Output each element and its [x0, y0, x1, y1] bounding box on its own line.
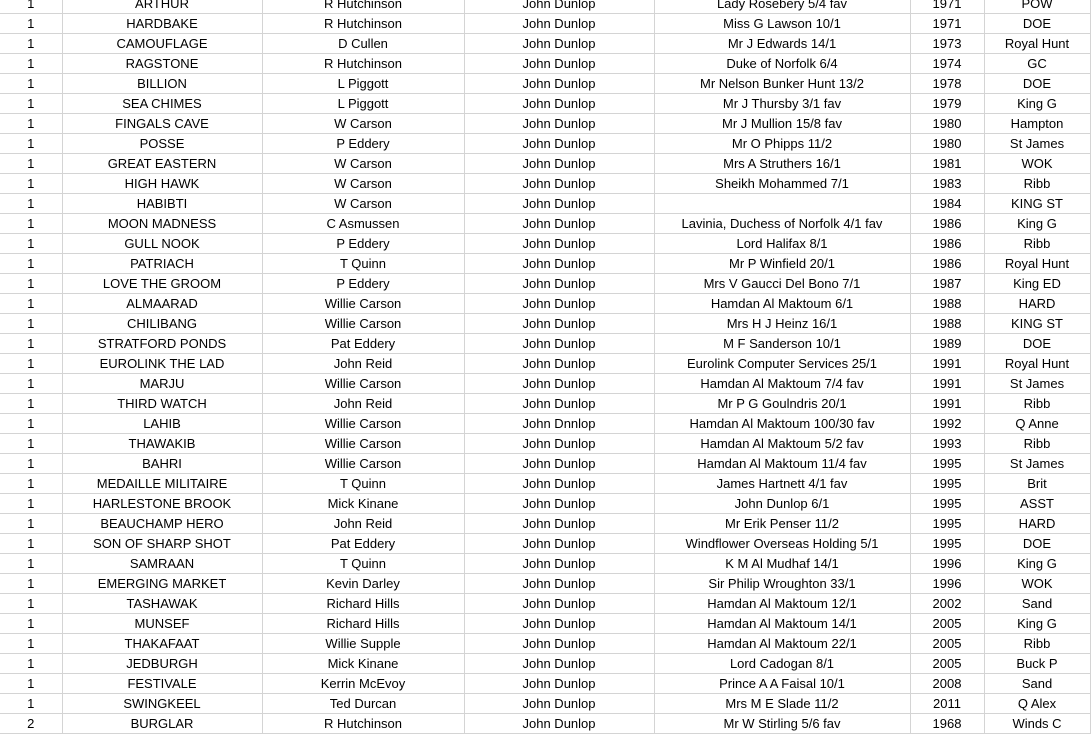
cell-trainer[interactable]: John Dunlop	[464, 394, 654, 414]
cell-position[interactable]: 1	[0, 0, 62, 14]
cell-trainer[interactable]: John Dunlop	[464, 154, 654, 174]
cell-race[interactable]: DOE	[984, 74, 1090, 94]
cell-owner-odds[interactable]: Hamdan Al Maktoum 12/1	[654, 594, 910, 614]
cell-race[interactable]: King G	[984, 94, 1090, 114]
cell-position[interactable]: 1	[0, 194, 62, 214]
cell-owner-odds[interactable]: Mrs M E Slade 11/2	[654, 694, 910, 714]
cell-race[interactable]: St James	[984, 454, 1090, 474]
cell-position[interactable]: 1	[0, 174, 62, 194]
cell-position[interactable]: 1	[0, 694, 62, 714]
table-row	[0, 314, 1090, 334]
cell-jockey[interactable]: R Hutchinson	[262, 14, 464, 34]
cell-trainer[interactable]: John Dunlop	[464, 634, 654, 654]
cell-jockey[interactable]: C Asmussen	[262, 214, 464, 234]
cell-race[interactable]: King G	[984, 214, 1090, 234]
table-row	[0, 494, 1090, 514]
cell-horse[interactable]: MEDAILLE MILITAIRE	[62, 474, 262, 494]
cell-horse[interactable]: MOON MADNESS	[62, 214, 262, 234]
cell-race[interactable]: Ribb	[984, 234, 1090, 254]
cell-year[interactable]: 1996	[910, 554, 984, 574]
cell-owner-odds[interactable]: Hamdan Al Maktoum 11/4 fav	[654, 454, 910, 474]
table-row	[0, 614, 1090, 634]
cell-year[interactable]: 1988	[910, 294, 984, 314]
cell-horse[interactable]: GULL NOOK	[62, 234, 262, 254]
cell-year[interactable]: 1996	[910, 574, 984, 594]
cell-race[interactable]: Sand	[984, 674, 1090, 694]
cell-race[interactable]: St James	[984, 134, 1090, 154]
cell-jockey[interactable]: W Carson	[262, 154, 464, 174]
cell-race[interactable]: HARD	[984, 514, 1090, 534]
cell-trainer[interactable]: John Dunlop	[464, 714, 654, 734]
cell-owner-odds[interactable]: K M Al Mudhaf 14/1	[654, 554, 910, 574]
cell-position[interactable]: 1	[0, 74, 62, 94]
table-row	[0, 554, 1090, 574]
cell-position[interactable]: 1	[0, 514, 62, 534]
cell-owner-odds[interactable]: Prince A A Faisal 10/1	[654, 674, 910, 694]
cell-trainer[interactable]: John Dunlop	[464, 454, 654, 474]
table-row	[0, 694, 1090, 714]
cell-jockey[interactable]: Mick Kinane	[262, 494, 464, 514]
cell-owner-odds[interactable]: Duke of Norfolk 6/4	[654, 54, 910, 74]
cell-jockey[interactable]: T Quinn	[262, 474, 464, 494]
cell-jockey[interactable]: Richard Hills	[262, 594, 464, 614]
table-row	[0, 534, 1090, 554]
cell-trainer[interactable]: John Dunlop	[464, 694, 654, 714]
cell-position[interactable]: 1	[0, 274, 62, 294]
cell-position[interactable]: 1	[0, 34, 62, 54]
cell-horse[interactable]: MUNSEF	[62, 614, 262, 634]
cell-position[interactable]: 1	[0, 134, 62, 154]
cell-horse[interactable]: THAKAFAAT	[62, 634, 262, 654]
cell-race[interactable]: Q Alex	[984, 694, 1090, 714]
cell-position[interactable]: 1	[0, 14, 62, 34]
table-row	[0, 134, 1090, 154]
cell-owner-odds[interactable]: Mr Nelson Bunker Hunt 13/2	[654, 74, 910, 94]
cell-horse[interactable]: CHILIBANG	[62, 314, 262, 334]
cell-trainer[interactable]: John Dunlop	[464, 334, 654, 354]
cell-horse[interactable]: BAHRI	[62, 454, 262, 474]
cell-trainer[interactable]: John Dunlop	[464, 374, 654, 394]
cell-race[interactable]: WOK	[984, 574, 1090, 594]
cell-horse[interactable]: CAMOUFLAGE	[62, 34, 262, 54]
cell-jockey[interactable]: W Carson	[262, 114, 464, 134]
cell-owner-odds[interactable]: Mr J Edwards 14/1	[654, 34, 910, 54]
cell-race[interactable]: Sand	[984, 594, 1090, 614]
cell-race[interactable]: Winds C	[984, 714, 1090, 734]
cell-race[interactable]: King ED	[984, 274, 1090, 294]
cell-jockey[interactable]: W Carson	[262, 194, 464, 214]
cell-horse[interactable]: JEDBURGH	[62, 654, 262, 674]
cell-year[interactable]: 1988	[910, 314, 984, 334]
table-row	[0, 254, 1090, 274]
cell-trainer[interactable]: John Dunlop	[464, 0, 654, 14]
cell-year[interactable]: 1979	[910, 94, 984, 114]
cell-year[interactable]: 2005	[910, 614, 984, 634]
cell-race[interactable]: Buck P	[984, 654, 1090, 674]
cell-race[interactable]: Ribb	[984, 434, 1090, 454]
cell-horse[interactable]: GREAT EASTERN	[62, 154, 262, 174]
cell-trainer[interactable]: John Dunlop	[464, 574, 654, 594]
table-row	[0, 434, 1090, 454]
cell-year[interactable]: 1995	[910, 474, 984, 494]
cell-position[interactable]: 1	[0, 534, 62, 554]
cell-trainer[interactable]: John Dunlop	[464, 234, 654, 254]
cell-owner-odds[interactable]: Mr P G Goulndris 20/1	[654, 394, 910, 414]
cell-horse[interactable]: TASHAWAK	[62, 594, 262, 614]
cell-year[interactable]: 1993	[910, 434, 984, 454]
cell-trainer[interactable]: John Dunlop	[464, 174, 654, 194]
cell-owner-odds[interactable]: Mr J Mullion 15/8 fav	[654, 114, 910, 134]
cell-year[interactable]: 1968	[910, 714, 984, 734]
cell-owner-odds[interactable]: Lord Halifax 8/1	[654, 234, 910, 254]
table-row	[0, 334, 1090, 354]
cell-year[interactable]: 2011	[910, 694, 984, 714]
cell-horse[interactable]: EUROLINK THE LAD	[62, 354, 262, 374]
cell-owner-odds[interactable]: Windflower Overseas Holding 5/1	[654, 534, 910, 554]
table-row	[0, 0, 1090, 14]
cell-race[interactable]: Ribb	[984, 394, 1090, 414]
cell-jockey[interactable]: Willie Supple	[262, 634, 464, 654]
cell-race[interactable]: POW	[984, 0, 1090, 14]
cell-owner-odds[interactable]: M F Sanderson 10/1	[654, 334, 910, 354]
cell-year[interactable]: 1991	[910, 394, 984, 414]
cell-race[interactable]: Royal Hunt	[984, 354, 1090, 374]
cell-horse[interactable]: ALMAARAD	[62, 294, 262, 314]
table-row	[0, 294, 1090, 314]
cell-position[interactable]: 2	[0, 714, 62, 734]
cell-trainer[interactable]: John Dunlop	[464, 614, 654, 634]
cell-horse[interactable]: THIRD WATCH	[62, 394, 262, 414]
cell-year[interactable]: 1986	[910, 234, 984, 254]
cell-jockey[interactable]: D Cullen	[262, 34, 464, 54]
table-row	[0, 674, 1090, 694]
cell-race[interactable]: DOE	[984, 534, 1090, 554]
cell-year[interactable]: 2005	[910, 634, 984, 654]
cell-position[interactable]: 1	[0, 354, 62, 374]
cell-trainer[interactable]: John Dunlop	[464, 14, 654, 34]
cell-jockey[interactable]: Pat Eddery	[262, 334, 464, 354]
cell-year[interactable]: 1986	[910, 214, 984, 234]
cell-owner-odds[interactable]: Hamdan Al Maktoum 5/2 fav	[654, 434, 910, 454]
cell-trainer[interactable]: John Dunlop	[464, 114, 654, 134]
cell-horse[interactable]: PATRIACH	[62, 254, 262, 274]
cell-owner-odds[interactable]: Hamdan Al Maktoum 100/30 fav	[654, 414, 910, 434]
cell-horse[interactable]: EMERGING MARKET	[62, 574, 262, 594]
cell-trainer[interactable]: John Dunlop	[464, 354, 654, 374]
cell-trainer[interactable]: John Dunlop	[464, 74, 654, 94]
cell-horse[interactable]: RAGSTONE	[62, 54, 262, 74]
cell-year[interactable]: 2005	[910, 654, 984, 674]
cell-trainer[interactable]: John Dunlop	[464, 274, 654, 294]
table-row	[0, 174, 1090, 194]
table-row	[0, 594, 1090, 614]
cell-position[interactable]: 1	[0, 474, 62, 494]
cell-trainer[interactable]: John Dunlop	[464, 254, 654, 274]
cell-owner-odds[interactable]: Hamdan Al Maktoum 6/1	[654, 294, 910, 314]
cell-owner-odds[interactable]: Lavinia, Duchess of Norfolk 4/1 fav	[654, 214, 910, 234]
cell-horse[interactable]: THAWAKIB	[62, 434, 262, 454]
cell-trainer[interactable]: John Dunlop	[464, 34, 654, 54]
cell-trainer[interactable]: John Dunlop	[464, 54, 654, 74]
cell-trainer[interactable]: John Dunlop	[464, 654, 654, 674]
cell-owner-odds[interactable]	[654, 194, 910, 214]
cell-year[interactable]: 1981	[910, 154, 984, 174]
table-row	[0, 714, 1090, 734]
cell-horse[interactable]: BEAUCHAMP HERO	[62, 514, 262, 534]
cell-year[interactable]: 1995	[910, 494, 984, 514]
cell-year[interactable]: 1983	[910, 174, 984, 194]
cell-race[interactable]: King G	[984, 554, 1090, 574]
cell-year[interactable]: 1980	[910, 134, 984, 154]
cell-trainer[interactable]: John Dunlop	[464, 314, 654, 334]
cell-owner-odds[interactable]: Sir Philip Wroughton 33/1	[654, 574, 910, 594]
cell-position[interactable]: 1	[0, 234, 62, 254]
cell-trainer[interactable]: John Dunlop	[464, 214, 654, 234]
cell-year[interactable]: 1986	[910, 254, 984, 274]
cell-race[interactable]: Hampton	[984, 114, 1090, 134]
cell-position[interactable]: 1	[0, 414, 62, 434]
cell-position[interactable]: 1	[0, 334, 62, 354]
cell-position[interactable]: 1	[0, 374, 62, 394]
cell-race[interactable]: GC	[984, 54, 1090, 74]
cell-owner-odds[interactable]: Mrs H J Heinz 16/1	[654, 314, 910, 334]
cell-horse[interactable]: SEA CHIMES	[62, 94, 262, 114]
cell-race[interactable]: Ribb	[984, 174, 1090, 194]
cell-horse[interactable]: HARDBAKE	[62, 14, 262, 34]
cell-position[interactable]: 1	[0, 594, 62, 614]
table-row	[0, 474, 1090, 494]
table-row	[0, 274, 1090, 294]
cell-position[interactable]: 1	[0, 254, 62, 274]
cell-position[interactable]: 1	[0, 434, 62, 454]
cell-jockey[interactable]: John Reid	[262, 354, 464, 374]
cell-year[interactable]: 2002	[910, 594, 984, 614]
cell-jockey[interactable]: Kerrin McEvoy	[262, 674, 464, 694]
cell-trainer[interactable]: John Dunlop	[464, 94, 654, 114]
table-row	[0, 654, 1090, 674]
cell-horse[interactable]: HARLESTONE BROOK	[62, 494, 262, 514]
cell-horse[interactable]: FINGALS CAVE	[62, 114, 262, 134]
cell-position[interactable]: 1	[0, 614, 62, 634]
cell-trainer[interactable]: John Dunlop	[464, 194, 654, 214]
cell-trainer[interactable]: John Dunlop	[464, 294, 654, 314]
table-row	[0, 154, 1090, 174]
cell-trainer[interactable]: John Dunlop	[464, 594, 654, 614]
cell-position[interactable]: 1	[0, 214, 62, 234]
cell-jockey[interactable]: P Eddery	[262, 234, 464, 254]
cell-position[interactable]: 1	[0, 294, 62, 314]
cell-owner-odds[interactable]: Lady Rosebery 5/4 fav	[654, 0, 910, 14]
cell-year[interactable]: 1973	[910, 34, 984, 54]
cell-jockey[interactable]: P Eddery	[262, 274, 464, 294]
cell-owner-odds[interactable]: Eurolink Computer Services 25/1	[654, 354, 910, 374]
cell-position[interactable]: 1	[0, 634, 62, 654]
cell-position[interactable]: 1	[0, 314, 62, 334]
cell-jockey[interactable]: Mick Kinane	[262, 654, 464, 674]
cell-position[interactable]: 1	[0, 94, 62, 114]
cell-position[interactable]: 1	[0, 54, 62, 74]
cell-trainer[interactable]: John Dunlop	[464, 434, 654, 454]
cell-trainer[interactable]: John Dunlop	[464, 474, 654, 494]
table-row	[0, 234, 1090, 254]
cell-year[interactable]: 1987	[910, 274, 984, 294]
table-row	[0, 374, 1090, 394]
cell-position[interactable]: 1	[0, 454, 62, 474]
cell-horse[interactable]: MARJU	[62, 374, 262, 394]
cell-owner-odds[interactable]: Mr W Stirling 5/6 fav	[654, 714, 910, 734]
cell-jockey[interactable]: Willie Carson	[262, 434, 464, 454]
cell-jockey[interactable]: Kevin Darley	[262, 574, 464, 594]
cell-horse[interactable]: FESTIVALE	[62, 674, 262, 694]
cell-jockey[interactable]: L Piggott	[262, 74, 464, 94]
cell-jockey[interactable]: R Hutchinson	[262, 714, 464, 734]
cell-year[interactable]: 1971	[910, 0, 984, 14]
cell-jockey[interactable]: R Hutchinson	[262, 54, 464, 74]
cell-year[interactable]: 1984	[910, 194, 984, 214]
table-row	[0, 194, 1090, 214]
cell-horse[interactable]: POSSE	[62, 134, 262, 154]
table-row	[0, 94, 1090, 114]
cell-jockey[interactable]: P Eddery	[262, 134, 464, 154]
cell-jockey[interactable]: Willie Carson	[262, 414, 464, 434]
cell-year[interactable]: 1991	[910, 374, 984, 394]
cell-year[interactable]: 1971	[910, 14, 984, 34]
cell-trainer[interactable]: John Dunlop	[464, 134, 654, 154]
cell-year[interactable]: 1995	[910, 514, 984, 534]
cell-horse[interactable]: SAMRAAN	[62, 554, 262, 574]
cell-jockey[interactable]: W Carson	[262, 174, 464, 194]
cell-jockey[interactable]: Richard Hills	[262, 614, 464, 634]
cell-race[interactable]: HARD	[984, 294, 1090, 314]
cell-jockey[interactable]: R Hutchinson	[262, 0, 464, 14]
cell-horse[interactable]: HIGH HAWK	[62, 174, 262, 194]
table-row	[0, 514, 1090, 534]
cell-horse[interactable]: SON OF SHARP SHOT	[62, 534, 262, 554]
cell-owner-odds[interactable]: Mrs V Gaucci Del Bono 7/1	[654, 274, 910, 294]
cell-owner-odds[interactable]: Hamdan Al Maktoum 7/4 fav	[654, 374, 910, 394]
cell-jockey[interactable]: L Piggott	[262, 94, 464, 114]
cell-jockey[interactable]: Ted Durcan	[262, 694, 464, 714]
cell-position[interactable]: 1	[0, 154, 62, 174]
cell-owner-odds[interactable]: Mrs A Struthers 16/1	[654, 154, 910, 174]
table-row	[0, 54, 1090, 74]
cell-position[interactable]: 1	[0, 494, 62, 514]
cell-jockey[interactable]: Pat Eddery	[262, 534, 464, 554]
cell-jockey[interactable]: John Reid	[262, 394, 464, 414]
cell-jockey[interactable]: T Quinn	[262, 554, 464, 574]
cell-year[interactable]: 1992	[910, 414, 984, 434]
cell-horse[interactable]: BURGLAR	[62, 714, 262, 734]
table-row	[0, 114, 1090, 134]
cell-year[interactable]: 1974	[910, 54, 984, 74]
table-row	[0, 574, 1090, 594]
cell-position[interactable]: 1	[0, 554, 62, 574]
cell-jockey[interactable]: John Reid	[262, 514, 464, 534]
cell-owner-odds[interactable]: James Hartnett 4/1 fav	[654, 474, 910, 494]
cell-race[interactable]: St James	[984, 374, 1090, 394]
cell-horse[interactable]: LOVE THE GROOM	[62, 274, 262, 294]
cell-race[interactable]: KING ST	[984, 314, 1090, 334]
cell-trainer[interactable]: John Dunlop	[464, 674, 654, 694]
cell-owner-odds[interactable]: Miss G Lawson 10/1	[654, 14, 910, 34]
cell-race[interactable]: Ribb	[984, 634, 1090, 654]
cell-trainer[interactable]: John Dunlop	[464, 554, 654, 574]
cell-owner-odds[interactable]: Hamdan Al Maktoum 14/1	[654, 614, 910, 634]
table-row	[0, 74, 1090, 94]
cell-owner-odds[interactable]: Sheikh Mohammed 7/1	[654, 174, 910, 194]
cell-owner-odds[interactable]: Hamdan Al Maktoum 22/1	[654, 634, 910, 654]
cell-trainer[interactable]: John Dunlop	[464, 534, 654, 554]
cell-owner-odds[interactable]: Mr Erik Penser 11/2	[654, 514, 910, 534]
cell-year[interactable]: 1991	[910, 354, 984, 374]
cell-horse[interactable]: BILLION	[62, 74, 262, 94]
cell-race[interactable]: Q Anne	[984, 414, 1090, 434]
cell-owner-odds[interactable]: Mr P Winfield 20/1	[654, 254, 910, 274]
cell-jockey[interactable]: Willie Carson	[262, 374, 464, 394]
cell-position[interactable]: 1	[0, 654, 62, 674]
cell-horse[interactable]: LAHIB	[62, 414, 262, 434]
cell-year[interactable]: 1980	[910, 114, 984, 134]
table-row	[0, 214, 1090, 234]
cell-race[interactable]: Brit	[984, 474, 1090, 494]
cell-jockey[interactable]: Willie Carson	[262, 294, 464, 314]
cell-position[interactable]: 1	[0, 674, 62, 694]
table-row	[0, 394, 1090, 414]
cell-horse[interactable]: SWINGKEEL	[62, 694, 262, 714]
cell-position[interactable]: 1	[0, 574, 62, 594]
cell-race[interactable]: KING ST	[984, 194, 1090, 214]
cell-year[interactable]: 2008	[910, 674, 984, 694]
cell-year[interactable]: 1995	[910, 534, 984, 554]
cell-year[interactable]: 1978	[910, 74, 984, 94]
cell-trainer[interactable]: John Dunlop	[464, 514, 654, 534]
cell-year[interactable]: 1989	[910, 334, 984, 354]
table-row	[0, 634, 1090, 654]
cell-jockey[interactable]: Willie Carson	[262, 454, 464, 474]
cell-race[interactable]: King G	[984, 614, 1090, 634]
cell-race[interactable]: Royal Hunt	[984, 34, 1090, 54]
cell-owner-odds[interactable]: John Dunlop 6/1	[654, 494, 910, 514]
cell-position[interactable]: 1	[0, 114, 62, 134]
cell-race[interactable]: DOE	[984, 334, 1090, 354]
cell-horse[interactable]: STRATFORD PONDS	[62, 334, 262, 354]
cell-trainer[interactable]: John Dnnlop	[464, 414, 654, 434]
cell-trainer[interactable]: John Dunlop	[464, 494, 654, 514]
cell-position[interactable]: 1	[0, 394, 62, 414]
cell-year[interactable]: 1995	[910, 454, 984, 474]
table-row	[0, 454, 1090, 474]
cell-owner-odds[interactable]: Mr J Thursby 3/1 fav	[654, 94, 910, 114]
cell-horse[interactable]: HABIBTI	[62, 194, 262, 214]
cell-race[interactable]: WOK	[984, 154, 1090, 174]
cell-race[interactable]: Royal Hunt	[984, 254, 1090, 274]
table-row	[0, 414, 1090, 434]
table-row	[0, 354, 1090, 374]
cell-jockey[interactable]: T Quinn	[262, 254, 464, 274]
table-row	[0, 14, 1090, 34]
cell-race[interactable]: ASST	[984, 494, 1090, 514]
cell-jockey[interactable]: Willie Carson	[262, 314, 464, 334]
cell-owner-odds[interactable]: Lord Cadogan 8/1	[654, 654, 910, 674]
table-row	[0, 34, 1090, 54]
cell-owner-odds[interactable]: Mr O Phipps 11/2	[654, 134, 910, 154]
cell-horse[interactable]: ARTHUR	[62, 0, 262, 14]
cell-race[interactable]: DOE	[984, 14, 1090, 34]
